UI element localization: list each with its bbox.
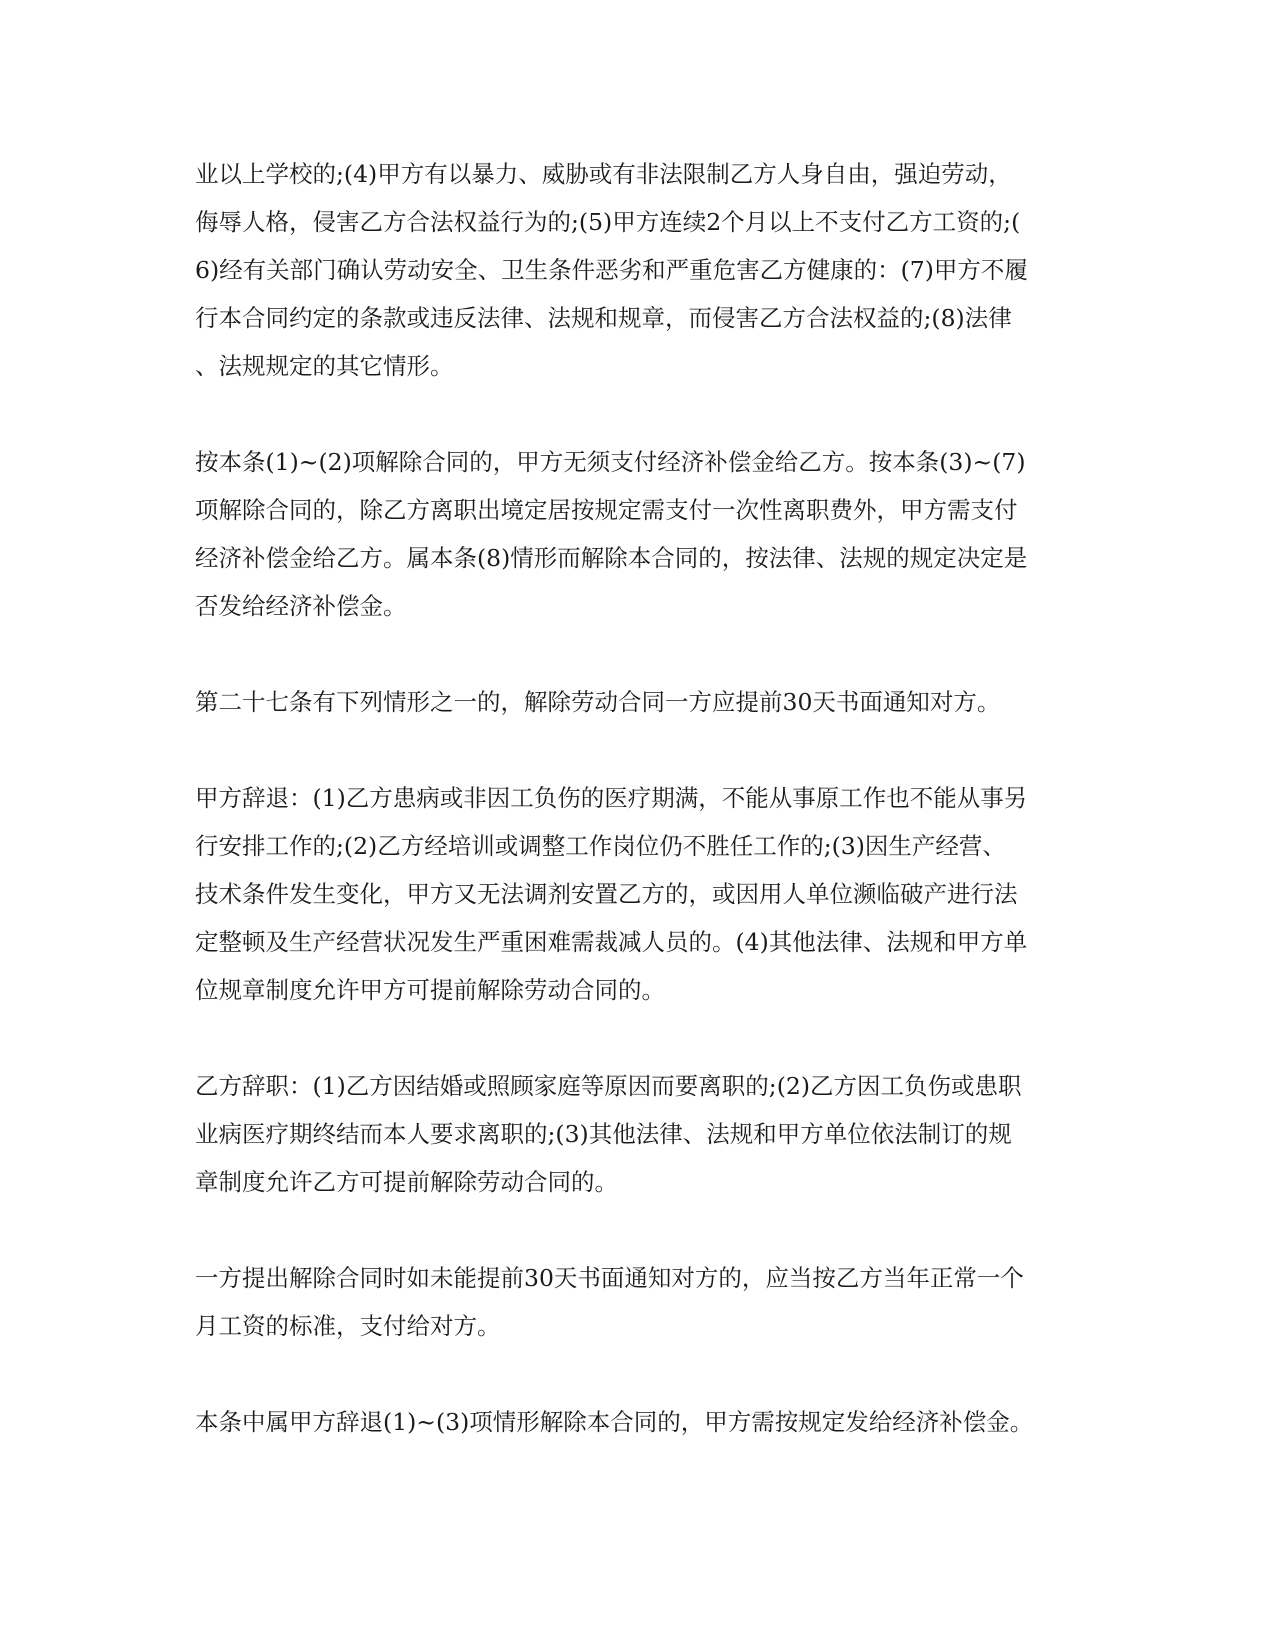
paragraph-termination-conditions xyxy=(195,150,1085,390)
text-line: 章制度允许乙方可提前解除劳动合同的。 xyxy=(195,1168,618,1196)
paragraph-spacer xyxy=(195,630,1085,678)
paragraph-spacer xyxy=(195,1014,1085,1062)
text-line: 业以上学校的;(4)甲方有以暴力、威胁或有非法限制乙方人身自由，强迫劳动， xyxy=(195,160,1012,188)
paragraph-spacer xyxy=(195,390,1085,438)
text-line: 经济补偿金给乙方。属本条(8)情形而解除本合同的，按法律、法规的规定决定是 xyxy=(195,544,1028,572)
text-line: 侮辱人格，侵害乙方合法权益行为的;(5)甲方连续2个月以上不支付乙方工资的;( xyxy=(195,208,1021,236)
text-line: 项解除合同的，除乙方离职出境定居按规定需支付一次性离职费外，甲方需支付 xyxy=(195,496,1018,524)
text-line: 定整顿及生产经营状况发生严重困难需裁减人员的。(4)其他法律、法规和甲方单 xyxy=(195,928,1028,956)
paragraph-dismissal-compensation xyxy=(195,1398,1085,1446)
document-body xyxy=(195,150,1085,1446)
paragraph-employee-resignation xyxy=(195,1062,1085,1206)
text-line: 业病医疗期终结而本人要求离职的;(3)其他法律、法规和甲方单位依法制订的规 xyxy=(195,1120,1012,1148)
text-line: 行本合同约定的条款或违反法律、法规和规章，而侵害乙方合法权益的;(8)法律 xyxy=(195,304,1012,332)
text-line: 6)经有关部门确认劳动安全、卫生条件恶劣和严重危害乙方健康的：(7)甲方不履 xyxy=(195,256,1028,284)
paragraph-compensation-rules xyxy=(195,438,1085,630)
paragraph-employer-dismissal xyxy=(195,774,1085,1014)
text-line: 否发给经济补偿金。 xyxy=(195,592,407,620)
paragraph-spacer xyxy=(195,1350,1085,1398)
text-line: 位规章制度允许甲方可提前解除劳动合同的。 xyxy=(195,976,665,1004)
paragraph-article-27 xyxy=(195,678,1085,726)
text-line: 、法规规定的其它情形。 xyxy=(195,352,454,380)
paragraph-spacer xyxy=(195,726,1085,774)
text-line: 行安排工作的;(2)乙方经培训或调整工作岗位仍不胜任工作的;(3)因生产经营、 xyxy=(195,832,1006,860)
text-line: 乙方辞职：(1)乙方因结婚或照顾家庭等原因而要离职的;(2)乙方因工负伤或患职 xyxy=(195,1072,1022,1100)
text-line: 一方提出解除合同时如未能提前30天书面通知对方的，应当按乙方当年正常一个 xyxy=(195,1264,1024,1292)
text-line: 本条中属甲方辞退(1)~(3)项情形解除本合同的，甲方需按规定发给经济补偿金。 xyxy=(195,1408,1034,1436)
paragraph-spacer xyxy=(195,1206,1085,1254)
paragraph-notice-penalty xyxy=(195,1254,1085,1350)
text-line: 第二十七条有下列情形之一的，解除劳动合同一方应提前30天书面通知对方。 xyxy=(195,688,1001,716)
text-line: 技术条件发生变化，甲方又无法调剂安置乙方的，或因用人单位濒临破产进行法 xyxy=(195,880,1018,908)
text-line: 月工资的标准，支付给对方。 xyxy=(195,1312,501,1340)
text-line: 按本条(1)~(2)项解除合同的，甲方无须支付经济补偿金给乙方。按本条(3)~(7) xyxy=(195,448,1026,476)
text-line: 甲方辞退：(1)乙方患病或非因工负伤的医疗期满，不能从事原工作也不能从事另 xyxy=(195,784,1028,812)
